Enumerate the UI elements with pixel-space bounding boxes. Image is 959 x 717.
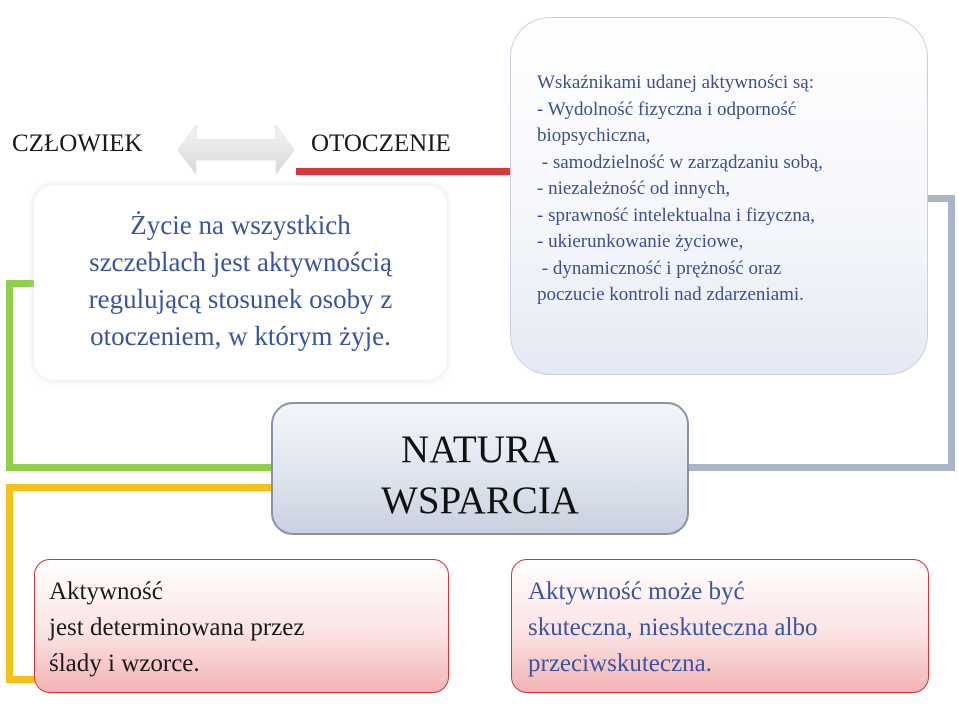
indicator-line-3: biopsychiczna, [537, 125, 651, 146]
bottom-right-line-2: skuteczna, nieskuteczna albo [528, 614, 818, 641]
connector-blue-right [948, 195, 955, 470]
natura-wsparcia-box [271, 402, 689, 535]
life-description-box [34, 185, 447, 380]
natura-title-line-1: NATURA [400, 428, 560, 471]
label-otoczenie: OTOCZENIE [311, 130, 451, 157]
activity-determined-box [34, 559, 449, 693]
double-arrow-icon [176, 122, 296, 178]
life-line-3: regulującą stosunek osoby z [88, 284, 393, 314]
natura-title-line-2: WSPARCIA [381, 479, 579, 522]
indicator-line-5: - niezależność od innych, [537, 178, 731, 199]
connector-green-left-top [6, 280, 36, 287]
connector-yellow-left [6, 484, 13, 682]
connector-blue-right-top [926, 195, 955, 202]
indicator-line-1: Wskaźnikami udanej aktywności są: [537, 72, 815, 93]
connector-yellow-top [6, 484, 272, 491]
life-line-4: otoczeniem, w którym żyje. [90, 321, 391, 351]
indicator-line-6: - sprawność intelektualna i fizyczna, [537, 204, 816, 226]
label-czlowiek: CZŁOWIEK [12, 130, 143, 157]
connector-red-top [296, 168, 512, 175]
indicator-line-8: - dynamiczność i prężność oraz [537, 257, 782, 279]
indicator-line-2: - Wydolność fizyczna i odporność [537, 98, 797, 120]
bottom-left-line-1: Aktywność [49, 578, 163, 605]
indicators-box [510, 17, 928, 375]
indicator-line-9: poczucie kontroli nad zdarzeniami. [537, 284, 804, 305]
bottom-right-line-1: Aktywność może być [528, 578, 745, 605]
bottom-left-line-3: ślady i wzorce. [49, 650, 200, 677]
bottom-right-line-3: przeciwskuteczna. [528, 650, 712, 677]
connector-green-left [6, 280, 13, 470]
life-line-1: Życie na wszystkich [130, 210, 351, 240]
connector-green-bottom [6, 464, 272, 471]
life-line-2: szczeblach jest aktywnością [89, 247, 392, 277]
connector-blue-bottom [688, 464, 955, 471]
indicator-line-7: - ukierunkowanie życiowe, [537, 231, 744, 252]
indicator-line-4: - samodzielność w zarządzaniu sobą, [537, 151, 823, 173]
connector-yellow-bottom-stub [6, 676, 36, 683]
bottom-left-line-2: jest determinowana przez [49, 614, 305, 641]
activity-effectiveness-box [511, 559, 929, 693]
